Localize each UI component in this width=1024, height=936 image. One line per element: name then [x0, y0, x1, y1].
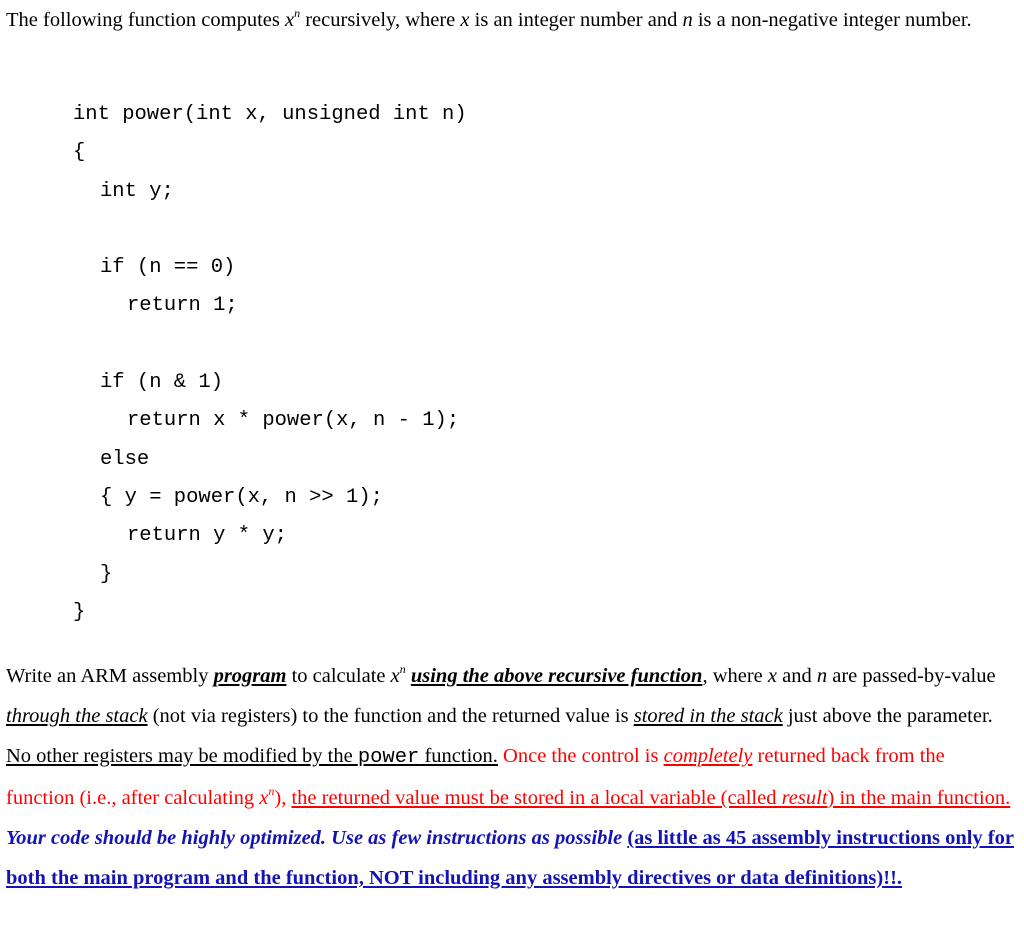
- task-text: to calculate: [286, 665, 391, 687]
- task-text: just above the parameter.: [782, 705, 993, 727]
- intro-text: The following function computes: [6, 9, 285, 31]
- var-x: x: [390, 665, 400, 687]
- emphasis-through-stack: through the stack: [6, 705, 148, 727]
- optimization-note: Your code should be highly optimized. Use as few instructions as possible: [6, 827, 623, 849]
- var-x: x: [284, 9, 295, 31]
- var-x: x: [259, 787, 269, 809]
- red-text: ),: [274, 787, 292, 809]
- code-line: int y;: [100, 179, 174, 203]
- code-line: [0, 211, 467, 249]
- red-text: Once the control is: [497, 745, 664, 767]
- red-text: returned back from the function (i.e., after calculating: [6, 745, 945, 809]
- red-text: ) in the main function.: [827, 787, 1011, 809]
- code-line: if (n & 1): [100, 371, 224, 395]
- power-code-ref: power: [357, 746, 420, 769]
- emphasis-program: program: [213, 665, 287, 687]
- emphasis-stored-stack: stored in the stack: [633, 705, 783, 727]
- task-text: Write an ARM assembly: [6, 665, 214, 687]
- intro-text: is a non-negative integer number.: [692, 9, 972, 31]
- task-text: , where: [702, 665, 768, 687]
- var-x: x: [460, 9, 470, 31]
- code-line: return y * y;: [127, 524, 287, 548]
- var-x: x: [767, 665, 778, 687]
- code-line: {: [73, 141, 86, 165]
- emphasis-recursive: using the above recursive function: [410, 665, 703, 687]
- intro-text: is an integer number and: [469, 9, 683, 31]
- no-registers-text: No other registers may be modified by the: [6, 745, 358, 767]
- red-text: the returned value must be stored in a local variable (called: [291, 787, 782, 809]
- result-note: [291, 787, 1010, 809]
- code-line: }: [100, 562, 113, 586]
- intro-text: recursively, where: [300, 9, 461, 31]
- emphasis-completely: completely: [663, 745, 753, 767]
- var-n: n: [816, 665, 828, 687]
- code-line: { y = power(x, n >> 1);: [100, 485, 383, 509]
- intro-paragraph: [6, 0, 1016, 40]
- task-text: are passed-by-value: [827, 665, 996, 687]
- code-line: else: [100, 447, 150, 471]
- result-variable: result: [781, 787, 828, 809]
- code-line: return x * power(x, n - 1);: [127, 409, 460, 433]
- exponent-n: n: [268, 784, 275, 799]
- code-line: int power(int x, unsigned int n): [73, 103, 467, 126]
- var-n: n: [682, 9, 693, 31]
- exponent-n: n: [399, 662, 406, 677]
- task-paragraph: [6, 656, 1016, 898]
- code-line: }: [73, 600, 86, 624]
- code-line: return 1;: [127, 294, 238, 318]
- code-block: [0, 96, 467, 632]
- task-text: (not via registers) to the function and the returned value is: [147, 705, 634, 727]
- exponent-n: n: [294, 6, 301, 21]
- no-registers-text: function.: [419, 745, 498, 767]
- task-text: and: [777, 665, 817, 687]
- code-line: [0, 326, 467, 364]
- instruction-limit-note: (as little as 45 assembly instructions only for both the main program and the function, NOT including any assembly directives or data definitions)!!.: [6, 827, 1014, 889]
- code-line: if (n == 0): [100, 256, 236, 280]
- no-registers-note: [6, 745, 498, 767]
